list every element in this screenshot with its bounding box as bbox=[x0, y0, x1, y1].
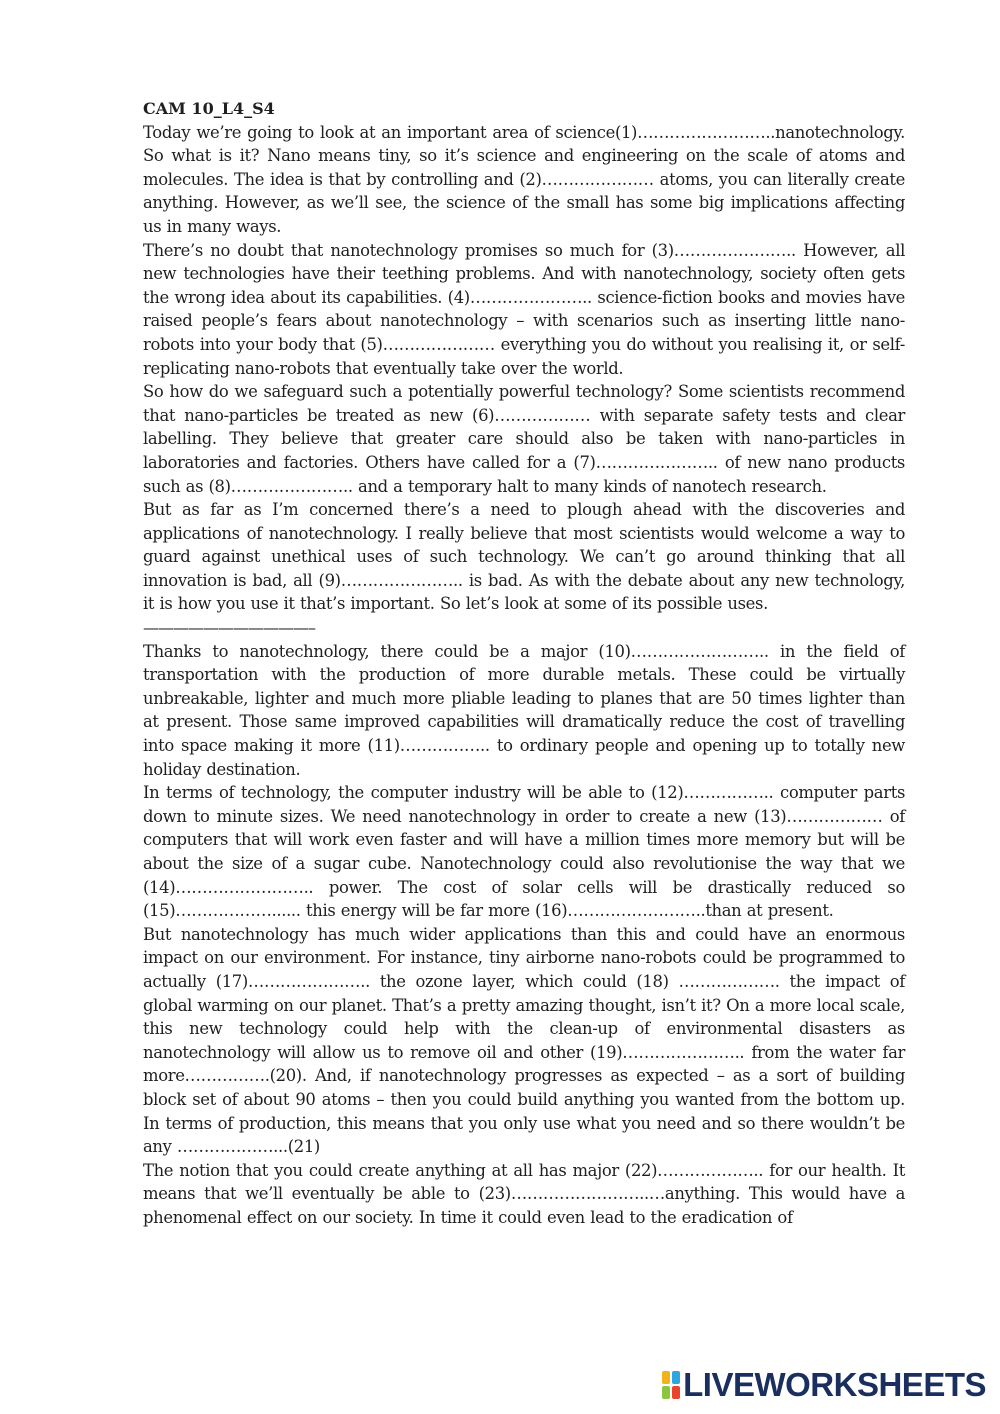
section-separator: ———————————– bbox=[143, 618, 315, 638]
logo-square-1 bbox=[662, 1371, 670, 1384]
paragraph-problems: There’s no doubt that nanotechnology promises so much for (3)………………….. However, all new technologies have their teething problems. And with nanotechnology, society often gets the wrong idea about its capabilities. (4)………………….. science-fiction books and movies have raised people’s fears about nanotechnology – with scenarios such as inserting little nano-robots into your body that (5)………………… everything you do without you realising it, or self-replicating nano-robots that eventually take over the world. bbox=[143, 240, 905, 378]
logo-square-3 bbox=[662, 1386, 670, 1399]
document-title: CAM 10_L4_S4 bbox=[143, 99, 275, 118]
liveworksheets-logo-text: LIVEWORKSHEETS bbox=[683, 1366, 986, 1403]
paragraph-transportation: Thanks to nanotechnology, there could be a major (10)…………………….. in the field of transportation with the production of more durable metals. These could be virtually unbreakable, lighter and much more pliable leading to planes that are 50 times lighter than at present. Those same improved capabilities will dramatically reduce the cost of travelling into space making it more (11)…………….. to ordinary people and opening up to totally new holiday destination. bbox=[143, 641, 905, 779]
paragraph-health: The notion that you could create anything at all has major (22)……………….. for our health. It means that we’ll eventually be able to (23)……………………..…anything. This would have a phenomenal effect on our society. In time it could even lead to the eradication of bbox=[143, 1160, 905, 1227]
paragraph-technology: In terms of technology, the computer industry will be able to (12)…………….. computer parts down to minute sizes. We need nanotechnology in order to create a new (13)……………… of computers that will work even faster and will have a million times more memory but will be about the size of a sugar cube. Nanotechnology could also revolutionise the way that we (14)…………………….. power. The cost of solar cells will be drastically reduced so (15)………………...... this energy will be far more (16)……………………..than at present. bbox=[143, 783, 905, 921]
worksheet-page bbox=[143, 97, 905, 1230]
liveworksheets-logo-icon bbox=[662, 1371, 680, 1399]
paragraph-intro: Today we’re going to look at an important area of science(1)……………………..nanotechnology. So what is it? Nano means tiny, so it’s science and engineering on the scale of atoms and molecules. The idea is that by controlling and (2)………………… atoms, you can literally create anything. However, as we’ll see, the science of the small has some big implications affecting us in many ways. bbox=[143, 122, 905, 236]
logo-square-2 bbox=[672, 1371, 680, 1384]
paragraph-safeguard: So how do we safeguard such a potentially powerful technology? Some scientists recommend that nano-particles be treated as new (6)……………… with separate safety tests and clear labelling. They believe that greater care should also be taken with nano-particles in laboratories and factories. Others have called for a (7)………………….. of new nano products such as (8)………………….. and a temporary halt to many kinds of nanotech research. bbox=[143, 382, 905, 496]
logo-square-4 bbox=[672, 1386, 680, 1399]
paragraph-environment: But nanotechnology has much wider applications than this and could have an enormous impact on our environment. For instance, tiny airborne nano-robots could be programmed to actually (17)………………….. the ozone layer, which could (18) ………………. the impact of global warming on our planet. That’s a pretty amazing thought, isn’t it? On a more local scale, this new technology could help with the clean-up of environmental disasters as nanotechnology will allow us to remove oil and other (19)………………….. from the water far more…………….(20). And, if nanotechnology progresses as expected – as a sort of building block set of about 90 atoms – then you could build anything you wanted from the bottom up. In terms of production, this means that you only use what you need and so there wouldn’t be any ………………...(21) bbox=[143, 924, 905, 1157]
paragraph-opinion: But as far as I’m concerned there’s a need to plough ahead with the discoveries and applications of nanotechnology. I really believe that most scientists would welcome a way to guard against unethical uses of such technology. We can’t go around thinking that all innovation is bad, all (9)………………….. is bad. As with the debate about any new technology, it is how you use it that’s important. So let’s look at some of its possible uses. bbox=[143, 500, 905, 614]
liveworksheets-logo[interactable] bbox=[662, 1366, 986, 1404]
